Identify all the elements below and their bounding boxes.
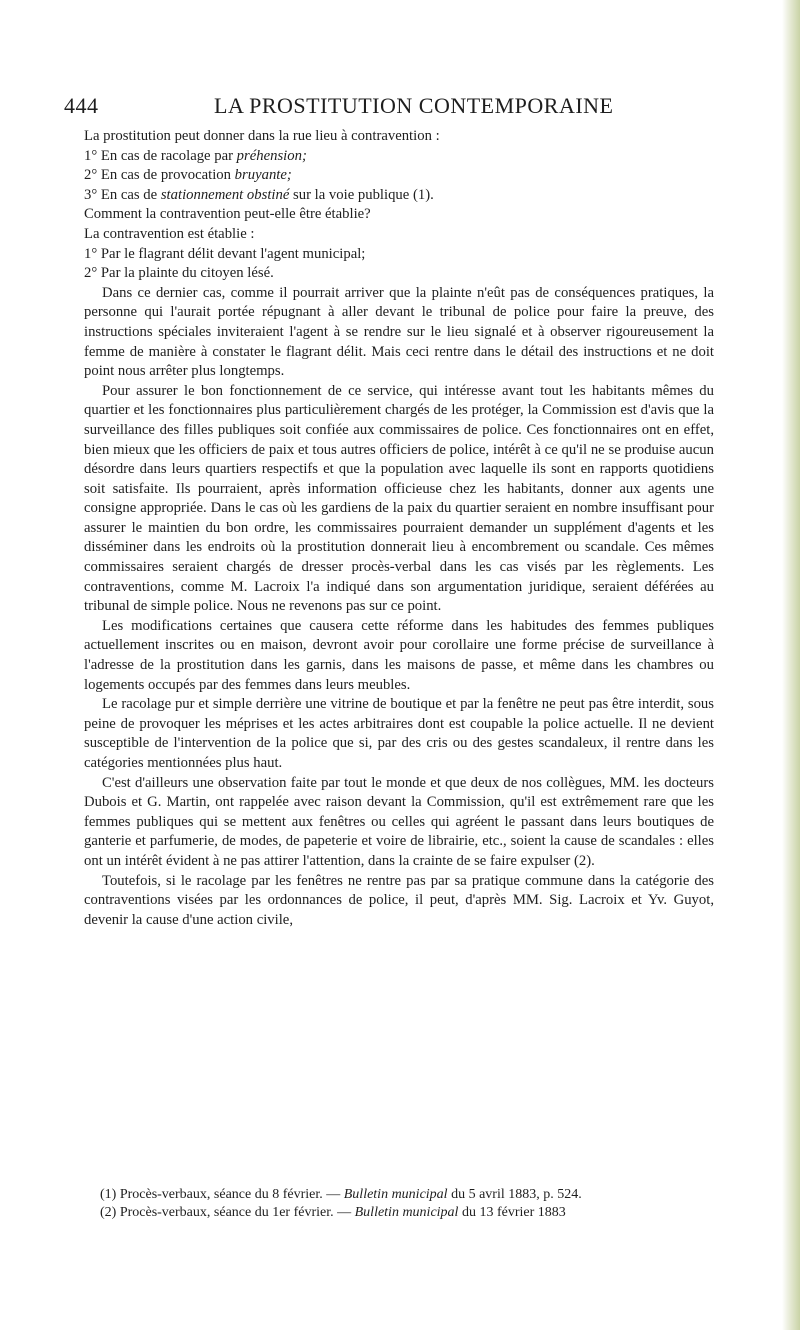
paragraph: C'est d'ailleurs une observation faite par tout le monde et que deux de nos collègues, MM. les docteurs Dubois et G. Martin, ont rappelée avec raison devant la Commission, qu'il est extrêmement rare que les femmes publiques qui se mettent aux fenêtres ou celles qui agréent le passant dans leurs boutiques de ganterie et parfumerie, de modes, de papeterie et voire de librairie, etc., soient la cause de scandales : elles ont un intérêt évident à ne pas attirer l'attention, dans la crainte de se faire expulser (2). (84, 774, 714, 869)
case2-text: 2° En cas de provocation (84, 167, 235, 184)
case1-text: 1° En cas de racolage par (84, 147, 237, 164)
list-item (84, 147, 714, 167)
paragraph: Toutefois, si le racolage par les fenêtres ne rentre pas par sa pratique commune dans la catégorie des contraventions visées par les ordonnances de police, il peut, d'après MM. Sig. Lacroix et Yv. Guyot, devenir la cause d'une action civile, (84, 872, 714, 928)
intro-line: La prostitution peut donner dans la rue lieu à contravention : (84, 128, 440, 144)
case1-emphasis: préhension; (236, 147, 307, 164)
established-line: La contravention est établie : (84, 225, 255, 242)
footnote-2-date: du 13 février 1883 (458, 1205, 566, 1220)
body-text (84, 127, 714, 930)
case3-emphasis: stationnement obstiné (160, 186, 290, 203)
case2-emphasis: bruyante; (234, 167, 292, 184)
footnote-1-text: (1) Procès-verbaux, séance du 8 février. — (100, 1187, 344, 1202)
footnote-2-text: (2) Procès-verbaux, séance du 1er février. — (100, 1205, 355, 1220)
page-header (64, 93, 704, 121)
case3-text: 3° En cas de (84, 186, 161, 203)
running-title: LA PROSTITUTION CONTEMPORAINE (214, 93, 614, 118)
footnote-2 (100, 1204, 710, 1222)
footnote-1-source: Bulletin municipal (343, 1187, 448, 1202)
paragraph: Le racolage pur et simple derrière une vitrine de boutique et par la fenêtre ne peut pas être interdit, sous peine de provoquer les méprises et les actes arbitraires dont est coupable la police actuelle. Il ne devient susceptible de l'intervention de la police que si, par des cris ou des gestes scandaleux, il rentre dans les catégories mentionnées plus haut. (84, 696, 714, 771)
case3-suffix: sur la voie publique (1). (289, 186, 434, 203)
footnote-1 (100, 1186, 710, 1204)
paragraph: Pour assurer le bon fonctionnement de ce service, qui intéresse avant tout les habitants mêmes du quartier et les fonctionnaires plus particulièrement chargés de les protéger, la Commission est d'avis que la surveillance des filles publiques soit confiée aux commissaires de police. Ces fonctionnaires ont en effet, bien mieux que les officiers de paix et tous autres officiers de police, intérêt à ce qu'il ne se produise aucun désordre dans leurs quartiers respectifs et que la population avec laquelle ils sont en rapports quotidiens soit satisfaite. Ils pourraient, après information officieuse chez les habitants, donner aux agents une consigne appropriée. Dans le cas où les gardiens de la paix du quartier seraient en nombre insuffisant pour assurer le maintien du bon ordre, les commissaires pourraient demander un supplément d'agents et les disséminer dans les endroits où la prostitution donnerait lieu à encombrement ou scandale. Ces mêmes commissaires seraient chargés de dresser procès-verbal dans les cas visés par les règlements. Les contraventions, comme M. Lacroix l'a indiqué dans son argumentation juridique, seraient déférées au tribunal de simple police. Nous ne revenons pas sur ce point. (84, 382, 714, 615)
footnote-1-date: du 5 avril 1883, p. 524. (447, 1187, 582, 1202)
footnote-2-source: Bulletin municipal (354, 1205, 459, 1220)
list-item (84, 166, 714, 186)
paragraph: Dans ce dernier cas, comme il pourrait arriver que la plainte n'eût pas de conséquences pratiques, la personne qui l'aurait portée répugnant à aller devant le tribunal de police pour faire la preuve, des instructions spéciales inviteraient l'agent à se rendre sur le lieu signalé et à observer rigoureusement la femme de manière à constater le flagrant délit. Mais ceci rentre dans le détail des instructions et ne doit point nous arrêter plus longtemps. (84, 284, 714, 380)
page-number: 444 (64, 93, 99, 118)
question-line: Comment la contravention peut-elle être établie? (84, 206, 371, 223)
list-item: 2° Par la plainte du citoyen lésé. (84, 265, 274, 282)
paragraph: Les modifications certaines que causera cette réforme dans les habitudes des femmes publiques actuellement inscrites ou en maison, devront avoir pour corollaire une forme précise de surveillance à l'adresse de la prostitution dans les garnis, dans les maisons de passe, et même dans les chambres ou logements occupés par des femmes dans leurs meubles. (84, 617, 714, 693)
list-item (84, 186, 714, 206)
list-item: 1° Par le flagrant délit devant l'agent municipal; (84, 245, 366, 262)
page-edge (782, 0, 800, 1330)
footnotes (100, 1186, 710, 1222)
